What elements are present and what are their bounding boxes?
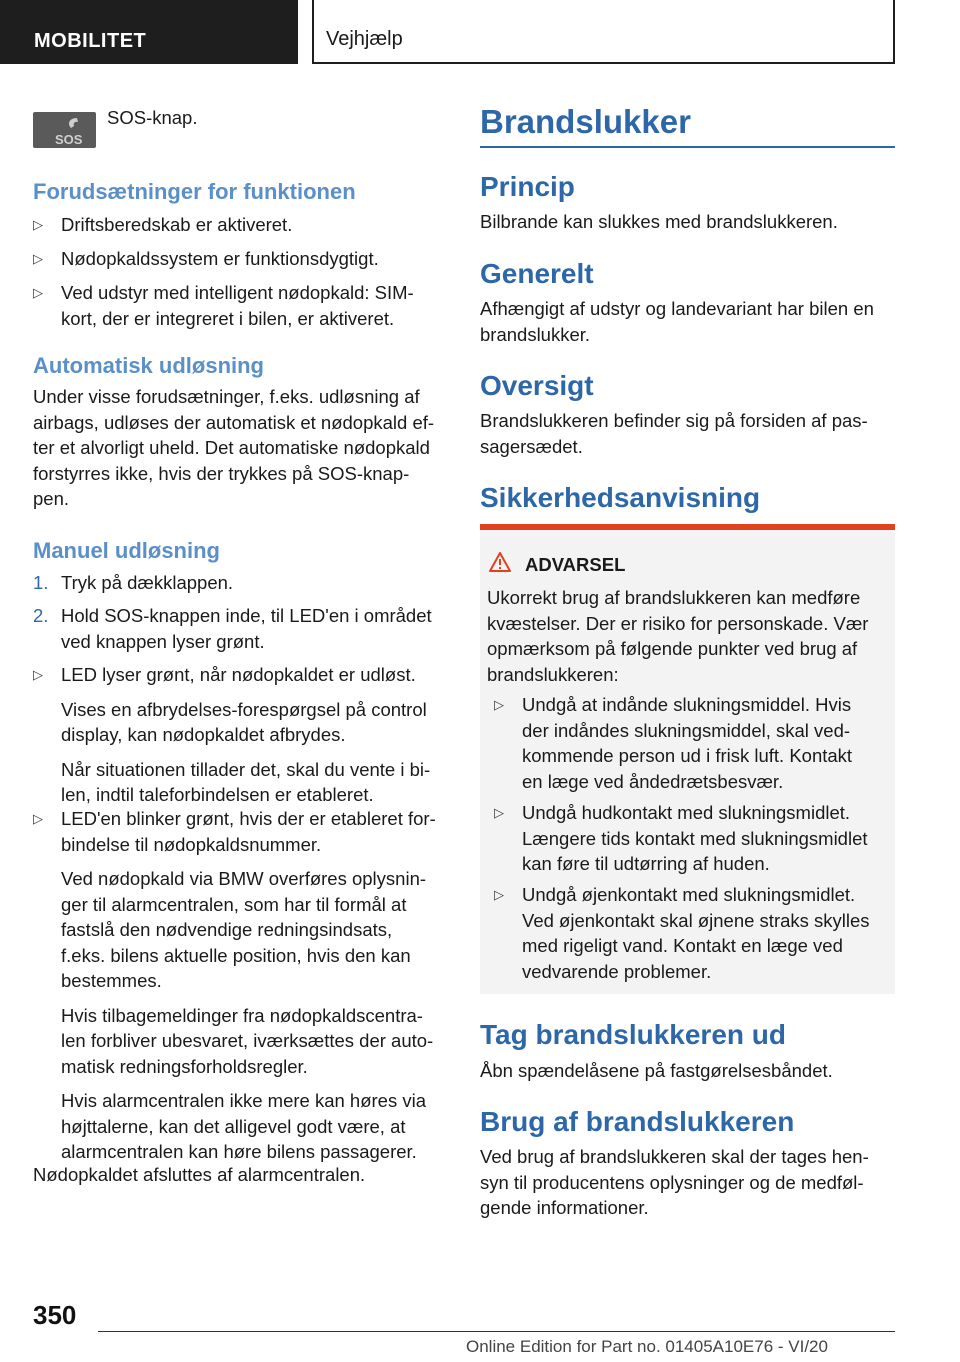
step-item: 2. Hold SOS-knappen inde, til LED'en i området ved knappen lyser grønt.: [33, 605, 432, 652]
list-item: ▷ Nødopkaldssystem er funktionsdygtigt.: [33, 246, 447, 272]
oversigt-heading: Oversigt: [480, 370, 594, 401]
brug-text: Ved brug af brandslukkeren skal der tages hen- syn til producentens oplysninger og de medføl- gende informationer.: [480, 1146, 869, 1218]
triangle-bullet-icon: ▷: [494, 697, 504, 712]
list-item: ▷ Driftsberedskab er aktiveret.: [33, 212, 447, 238]
warning-item: ▷ Undgå øjenkontakt med slukningsmidlet. Ved øjenkontakt skal øjnene straks skylles med rigeligt vand. Kontakt en læge ved vedvarende problemer.: [494, 884, 870, 982]
princip-text: Bilbrande kan slukkes med brandslukkeren.: [480, 211, 838, 232]
warning-item: ▷ Undgå hudkontakt med slukningsmidlet. Længere tids kontakt med slukningsmidlet kan føre til udtørring af huden.: [494, 802, 868, 874]
brug-heading: Brug af brandslukkeren: [480, 1106, 795, 1137]
tag-text: Åbn spændelåsene på fastgørelsesbåndet.: [480, 1060, 833, 1081]
section-label: MOBILITET: [34, 30, 147, 52]
warning-triangle-icon: [488, 551, 512, 578]
manuel-heading: Manuel udløsning: [33, 538, 220, 563]
list-item: ▷ LED lyser grønt, når nødopkaldet er udløst. Vises en afbrydelses-forespørgsel på control display, kan nødopkaldet afbrydes. Når situationen tillader det, skal du vente i bi- len, indtil taleforbindelsen er etableret.: [33, 664, 431, 805]
triangle-bullet-icon: ▷: [494, 805, 504, 820]
tag-heading: Tag brandslukkeren ud: [480, 1019, 786, 1050]
generelt-text: Afhængigt af udstyr og landevariant har bilen en brandslukker.: [480, 298, 874, 345]
page-title: Brandslukker: [480, 103, 691, 140]
chapter-label: Vejhjælp: [326, 28, 403, 50]
warning-intro: Ukorrekt brug af brandslukkeren kan medføre kvæstelser. Der er risiko for personskade. Vær opmærksom på følgende punkter ved brug af brandslukkeren:: [487, 587, 869, 685]
generelt-heading: Generelt: [480, 258, 594, 289]
automatisk-text: Under visse forudsætninger, f.eks. udløsning af airbags, udløses der automatisk et nødopkald ef- ter et alvorligt uheld. Det automatiske nødopkald forstyrres ikke, hvis der trykkes på SOS-knap- pen.: [33, 386, 435, 509]
triangle-bullet-icon: ▷: [33, 811, 43, 826]
triangle-bullet-icon: ▷: [494, 887, 504, 902]
sikkerhed-heading: Sikkerhedsanvisning: [480, 482, 761, 513]
triangle-bullet-icon: ▷: [33, 217, 43, 232]
princip-heading: Princip: [480, 171, 575, 202]
closing-text: Nødopkaldet afsluttes af alarmcentralen.: [33, 1164, 366, 1185]
forudsaetninger-heading: Forudsætninger for funktionen: [33, 179, 356, 204]
automatisk-heading: Automatisk udløsning: [33, 353, 264, 378]
chapter-tab: [312, 0, 895, 64]
footer-rule: [98, 1331, 895, 1332]
list-item: ▷ LED'en blinker grønt, hvis der er etableret for- bindelse til nødopkaldsnummer. Ved nødopkald via BMW overføres oplysnin- ger til alarmcentralen, som har til formål at fastslå den nødvendige redningsindsats, f.eks. bilens aktuelle position, hvis den kan bestemmes. Hvis tilbagemeldinger fra nødopkaldscentra- len forbliver ubesvaret, iværksættes der auto- matisk redningsforholdsregler. Hvis alarmcentralen ikke mere kan høres via højttalerne, kan det alligevel godt være, at alarmcentralen kan høre bilens passagerer.: [33, 808, 436, 1162]
triangle-bullet-icon: ▷: [33, 285, 43, 300]
step-item: 1. Tryk på dækklappen.: [33, 572, 234, 593]
triangle-bullet-icon: ▷: [33, 251, 43, 266]
warning-item: ▷ Undgå at indånde slukningsmiddel. Hvis der indåndes slukningsmiddel, skal ved- kommende person ud i frisk luft. Kontakt en læge ved åndedrætsbesvær.: [494, 694, 853, 792]
triangle-bullet-icon: ▷: [33, 667, 43, 682]
edition-text: Online Edition for Part no. 01405A10E76 - VI/20: [466, 1337, 828, 1356]
sos-caption: SOS-knap.: [107, 107, 198, 128]
list-item: ▷ Ved udstyr med intelligent nødopkald: SIM- kort, der er integreret i bilen, er aktiveret.: [33, 282, 414, 329]
svg-text:SOS: SOS: [55, 132, 83, 147]
oversigt-text: Brandslukkeren befinder sig på forsiden af pas- sagersædet.: [480, 410, 868, 457]
sos-button-icon: [33, 112, 96, 148]
title-underline: [480, 146, 895, 148]
warning-label: ADVARSEL: [525, 554, 626, 575]
section-tab: [0, 0, 298, 64]
page-number: 350: [33, 1300, 77, 1330]
